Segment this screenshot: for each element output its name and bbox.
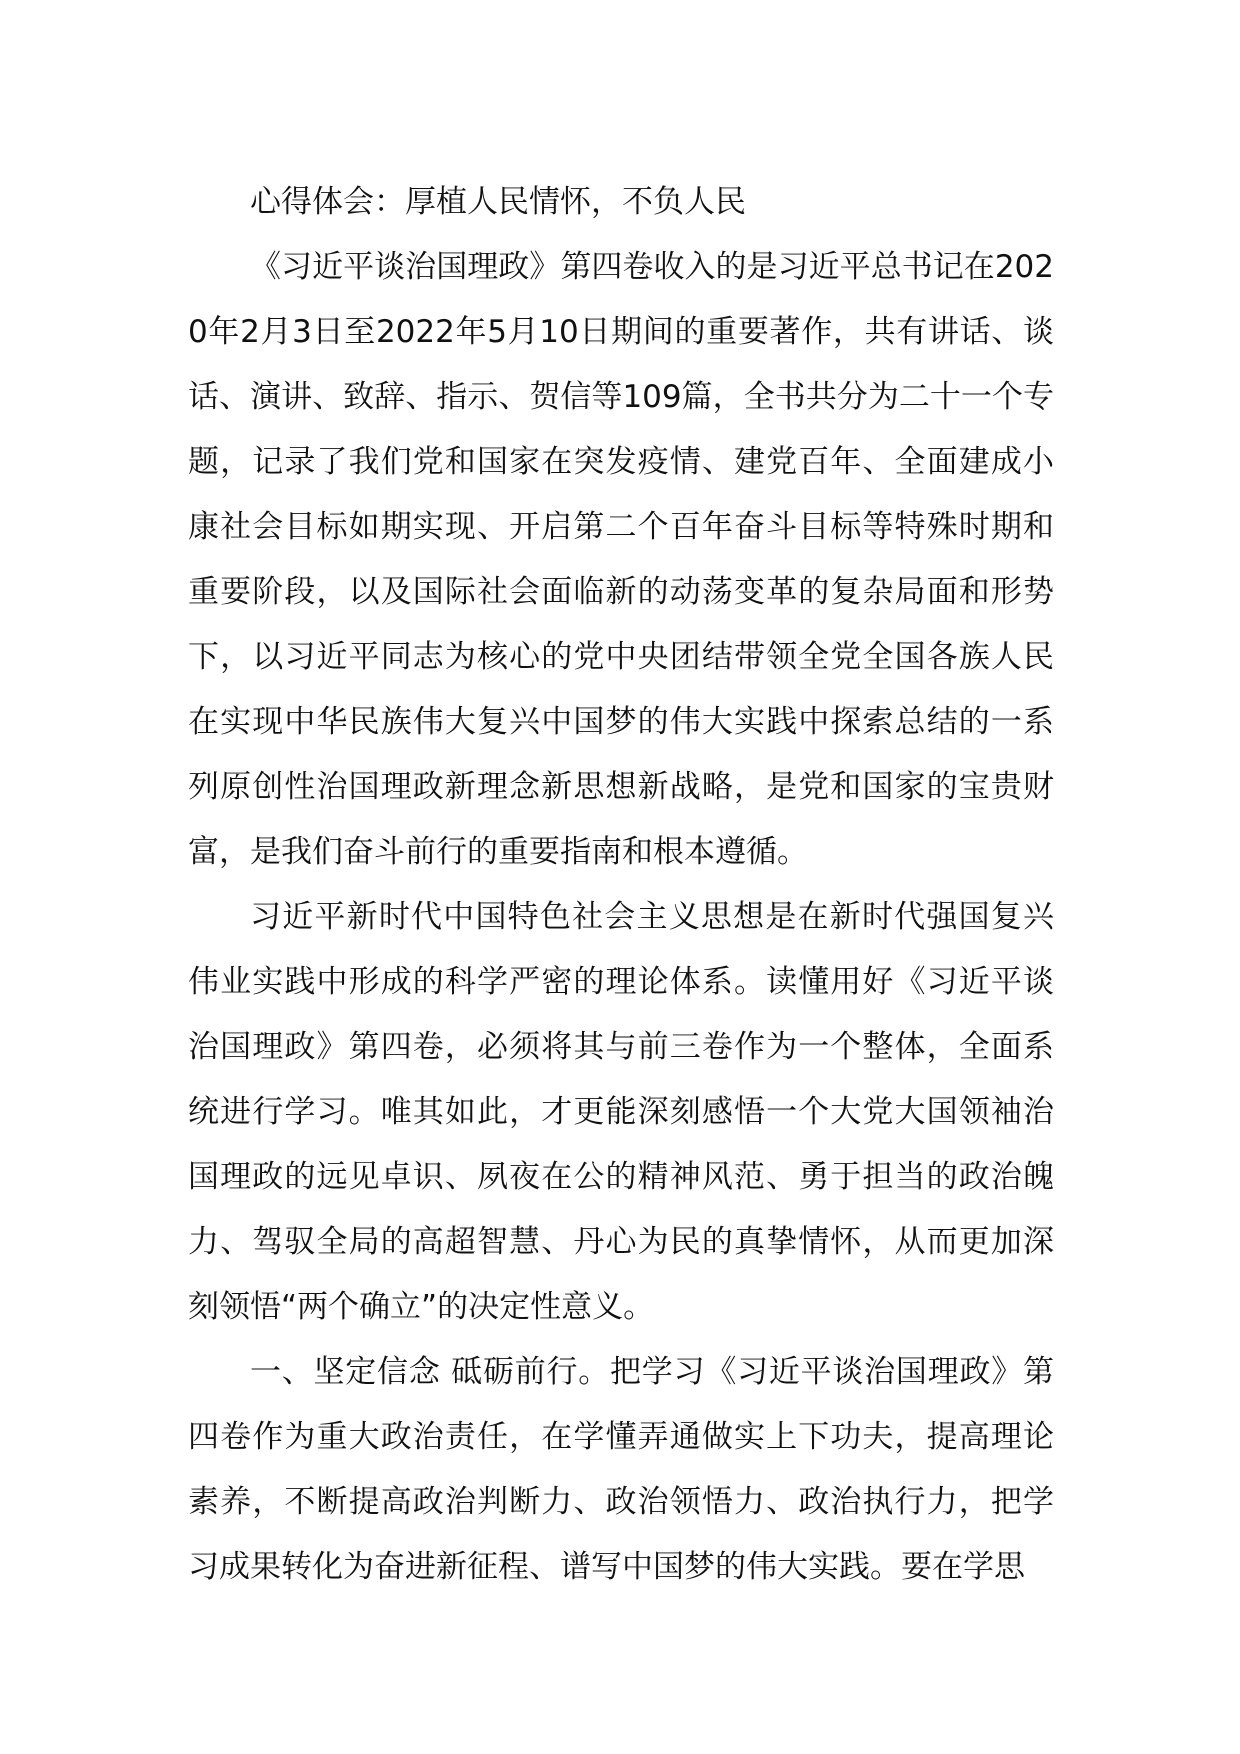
paragraph-thought: 习近平新时代中国特色社会主义思想是在新时代强国复兴伟业实践中形成的科学严密的理论体系。读懂用好《习近平谈治国理政》第四卷，必须将其与前三卷作为一个整体，全面系统进行学习。唯其如此，才更能深刻感悟一个大党大国领袖治国理政的远见卓识、夙夜在公的精神风范、勇于担当的政治魄力、驾驭全局的高超智慧、丹心为民的真挚情怀，从而更加深刻领悟“两个确立”的决定性意义。 [188, 899, 1054, 1325]
paragraph-intro: 《习近平谈治国理政》第四卷收入的是习近平总书记在2020年2月3日至2022年5月10日期间的重要著作，共有讲话、谈话、演讲、致辞、指示、贺信等109篇，全书共分为二十一个专题，记录了我们党和国家在突发疫情、建党百年、全面建成小康社会目标如期实现、开启第二个百年奋斗目标等特殊时期和重要阶段，以及国际社会面临新的动荡变革的复杂局面和形势下，以习近平同志为核心的党中央团结带领全党全国各族人民在实现中华民族伟大复兴中国梦的伟大实践中探索总结的一系列原创性治国理政新理念新思想新战略，是党和国家的宝贵财富，是我们奋斗前行的重要指南和根本遵循。 [188, 249, 1054, 870]
paragraph-section-one: 一、坚定信念 砥砺前行。把学习《习近平谈治国理政》第四卷作为重大政治责任，在学懂弄通做实上下功夫，提高理论素养，不断提高政治判断力、政治领悟力、政治执行力，把学习成果转化为奋进新征程、谱写中国梦的伟大实践。要在学思 [188, 1354, 1054, 1585]
document-page [188, 170, 1054, 1600]
document-title: 心得体会：厚植人民情怀，不负人民 [250, 184, 746, 220]
